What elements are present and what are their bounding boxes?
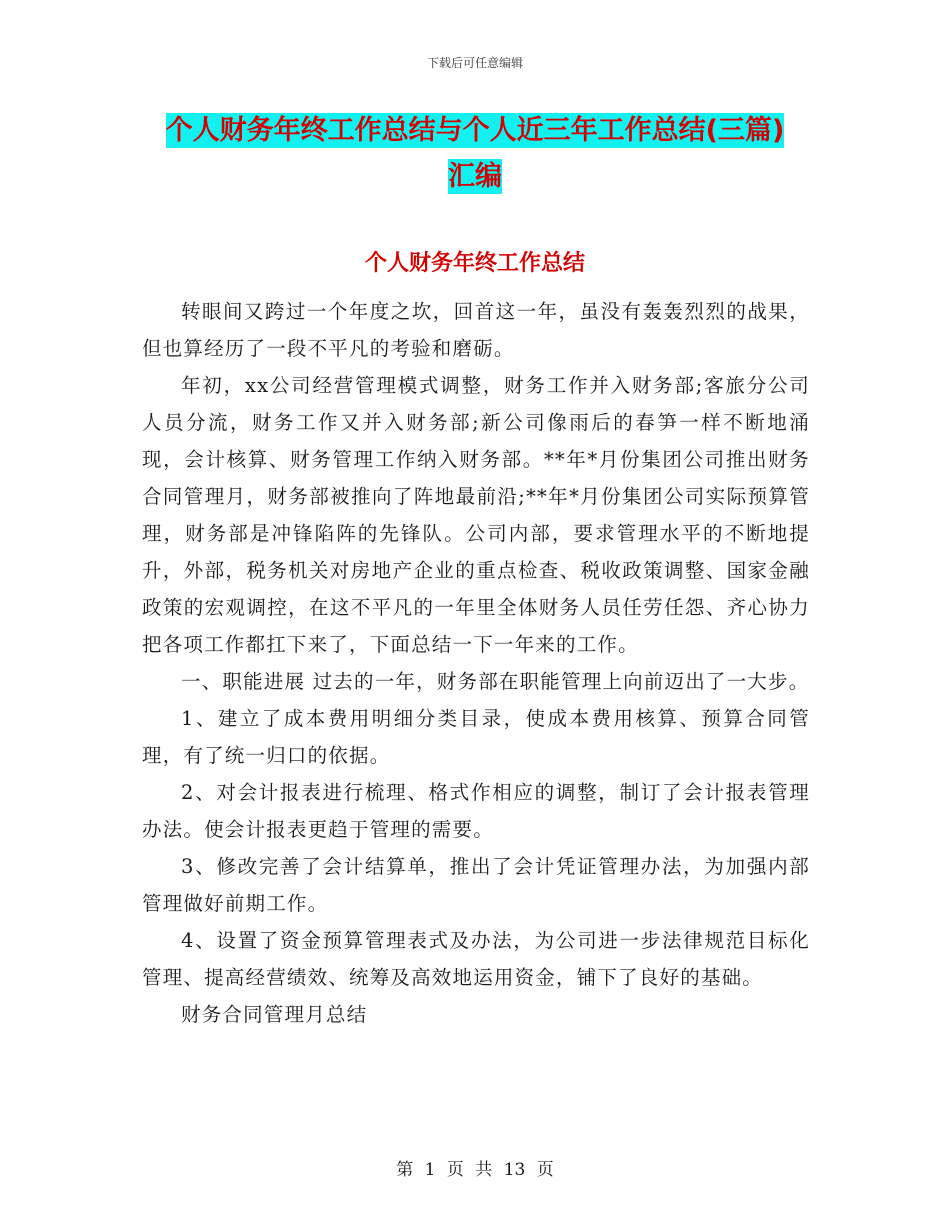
document-body	[142, 293, 810, 1033]
section-title: 个人财务年终工作总结	[364, 251, 585, 276]
document-title	[0, 108, 950, 200]
paragraph: 年初，xx公司经营管理模式调整，财务工作并入财务部;客旅分公司人员分流，财务工作又并入财务部;新公司像雨后的春笋一样不断地涌现，会计核算、财务管理工作纳入财务部。**年*月份集团公司推出财务合同管理月，财务部被推向了阵地最前沿;**年*月份集团公司实际预算管理，财务部是冲锋陷阵的先锋队。公司内部，要求管理水平的不断地提升，外部，税务机关对房地产企业的重点检查、税收政策调整、国家金融政策的宏观调控，在这不平凡的一年里全体财务人员任劳任怨、齐心协力把各项工作都扛下来了，下面总结一下一年来的工作。	[142, 374, 810, 656]
header-note: 下载后可任意编辑	[426, 56, 523, 70]
paragraph: 3、修改完善了会计结算单，推出了会计凭证管理办法，为加强内部管理做好前期工作。	[142, 855, 810, 915]
paragraph: 1、建立了成本费用明细分类目录，使成本费用核算、预算合同管理，有了统一归口的依据。	[142, 707, 810, 767]
paragraph: 2、对会计报表进行梳理、格式作相应的调整，制订了会计报表管理办法。使会计报表更趋于管理的需要。	[142, 781, 810, 841]
document-title-line-2: 汇编	[448, 161, 502, 192]
paragraph: 财务合同管理月总结	[181, 1003, 368, 1026]
document-title-line-1: 个人财务年终工作总结与个人近三年工作总结(三篇)	[165, 115, 785, 146]
paragraph: 转眼间又跨过一个年度之坎，回首这一年，虽没有轰轰烈烈的战果，但也算经历了一段不平凡的考验和磨砺。	[142, 300, 810, 360]
page-footer: 第 1 页 共 13 页	[396, 1160, 554, 1180]
paragraph: 一、职能进展 过去的一年，财务部在职能管理上向前迈出了一大步。	[181, 670, 810, 693]
paragraph: 4、设置了资金预算管理表式及办法，为公司进一步法律规范目标化管理、提高经营绩效、统筹及高效地运用资金，铺下了良好的基础。	[142, 929, 810, 989]
